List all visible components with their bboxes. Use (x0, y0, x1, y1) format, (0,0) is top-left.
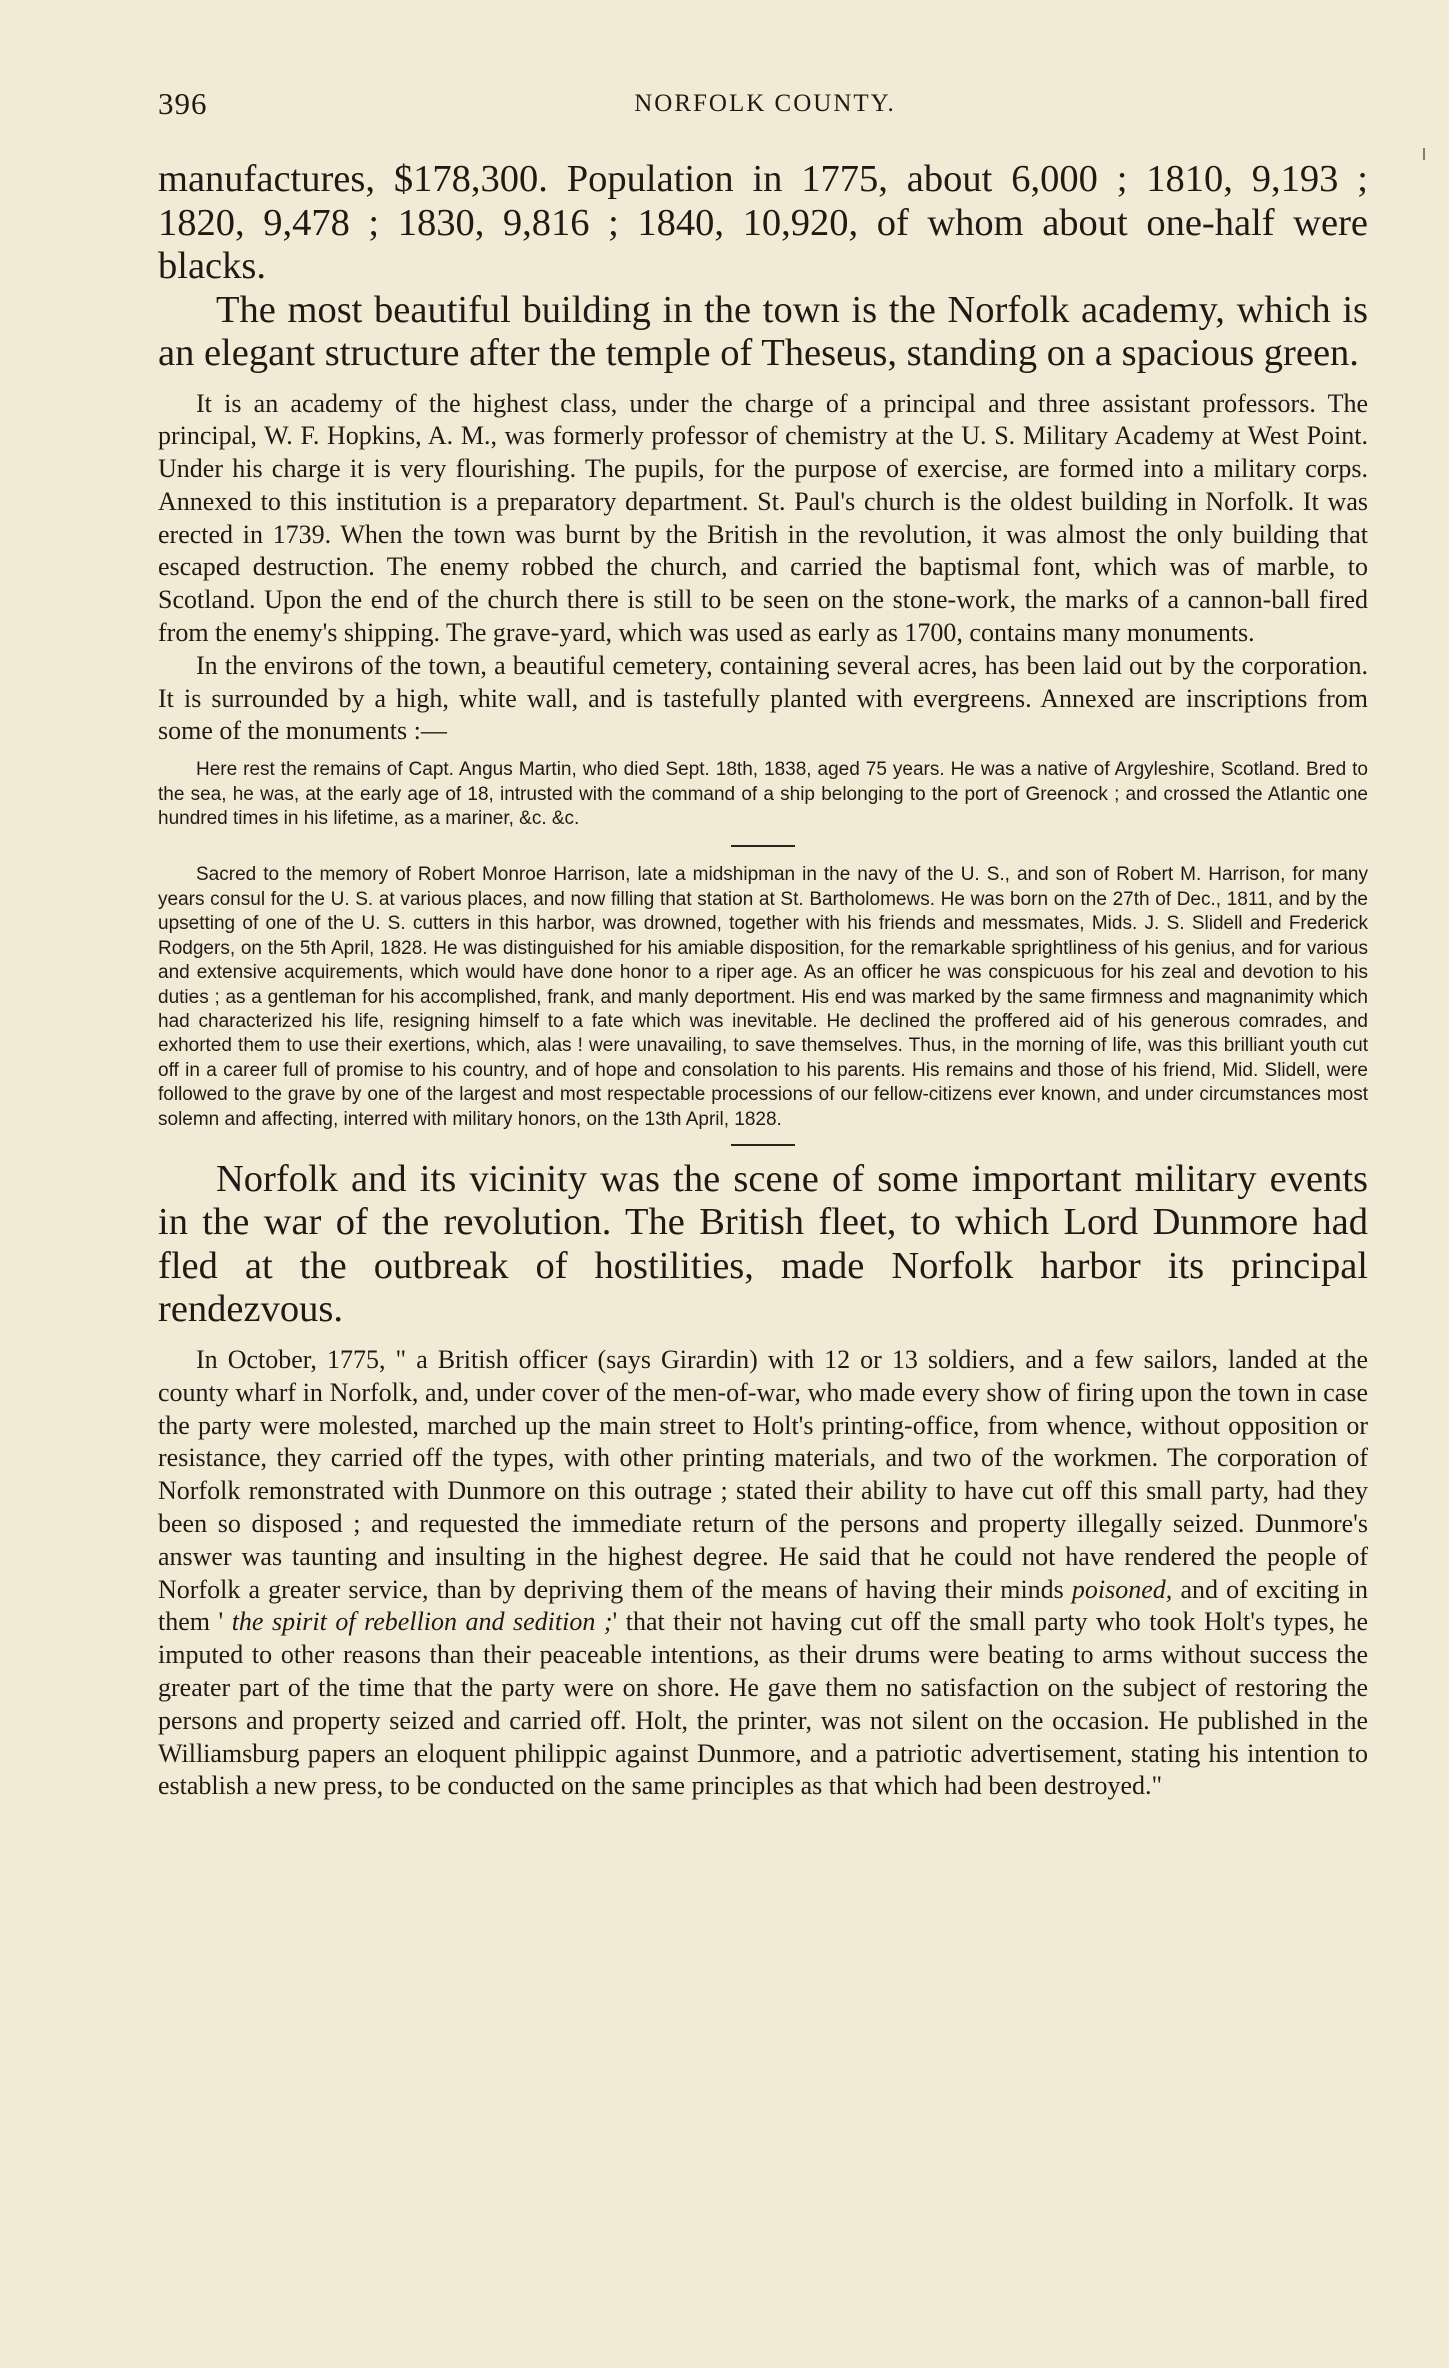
paragraph-academy-intro: The most beautiful building in the town is the Norfolk academy, which is an elegant structure after the temple of Theseus, standing on a spacious green. (158, 288, 1368, 374)
paragraph-population: manufactures, $178,300. Population in 1775, about 6,000 ; 1810, 9,193 ; 1820, 9,478 ; 1830, 9,816 ; 1840, 10,920, of whom about one-half were blacks. (158, 158, 1368, 287)
paragraph-revolution: Norfolk and its vicinity was the scene of some important military events in the war of the revolution. The British fleet, to which Lord Dunmore had fled at the outbreak of hostilities, made Norfolk harbor its principal rendezvous. (158, 1157, 1368, 1331)
spacer (158, 1332, 1368, 1344)
quote-text-b: and of exciting in them ' (158, 1574, 1368, 1637)
page-header (158, 86, 1372, 126)
running-head: NORFOLK COUNTY. (634, 90, 896, 117)
inscription-robert-harrison: Sacred to the memory of Robert Monroe Harrison, late a midshipman in the navy of the U. S., and son of Robert M. Harrison, for many years consul for the U. S. at various places, and now filling that station at St. Bartholomews. He was born on the 27th of Dec., 1811, and by the upsetting of one of the U. S. cutters in this harbor, was drowned, together with his friends and messmates, Mids. J. S. Slidell and Frederick Rodgers, on the 5th April, 1828. He was distinguished for his amiable disposition, for the remarkable sprightliness of his genius, and for various and extensive acquirements, which would have done honor to a riper age. As an officer he was conspicuous for his zeal and devotion to his duties ; as a gentleman for his accomplished, frank, and manly deportment. His end was marked by the same firmness and magnanimity which had characterized his life, resigning himself to a fate which was inevitable. He declined the proffered aid of his generous comrades, and exhorted them to use their exertions, which, alas ! were unavailing, to save themselves. Thus, in the morning of life, was this brilliant youth cut off in a career full of promise to his country, and of hope and consolation to his parents. His remains and those of his friend, Mid. Slidell, were followed to the grave by one of the largest and most respectable processions of our fellow-citizens ever known, and under circumstances most solemn and affecting, interred with military honors, on the 13th April, 1828. (158, 864, 1368, 1130)
page-number: 396 (158, 86, 208, 121)
spacer (158, 748, 1368, 758)
inscription-angus-martin: Here rest the remains of Capt. Angus Martin, who died Sept. 18th, 1838, aged 75 years. He was a native of Argyleshire, Scotland. Bred to the sea, he was, at the early age of 18, intrusted with the command of a ship belonging to the port of Greenock ; and crossed the Atlantic one hundred times in his lifetime, as a mariner, &c. &c. (158, 759, 1368, 830)
paragraph-girardin-quote (158, 1344, 1368, 1803)
margin-mark (1423, 148, 1425, 160)
page-body (158, 158, 1368, 1803)
quote-text-c: ' that their not having cut off the small party who took Holt's types, he imputed to other reasons than their peaceable intentions, as their drums were beating to arms without success the greater part of the time that the party were on shore. He gave them no satisfaction on the subject of restoring the persons and property seized and carried off. Holt, the printer, was not silent on the occasion. He published in the Williamsburg papers an eloquent philippic against Dunmore, and a patriotic advertisement, stating his intention to establish a new press, to be conducted on the same principles as that which had been destroyed." (158, 1607, 1368, 1801)
paragraph-cemetery: In the environs of the town, a beautiful cemetery, containing several acres, has been laid out by the corporation. It is surrounded by a high, white wall, and is tastefully planted with evergreens. Annexed are inscriptions from some of the monuments :— (158, 650, 1368, 746)
quote-text-a: In October, 1775, " a British officer (says Girardin) with 12 or 13 soldiers, and a few sailors, landed at the county wharf in Norfolk, and, under cover of the men-of-war, who made every show of firing upon the town in case the party were molested, marched up the main street to Holt's printing-office, from whence, without opposition or resistance, they carried off the types, with other printing materials, and two of the workmen. The corporation of Norfolk remonstrated with Dunmore on this outrage ; stated their ability to have cut off this small party, had they been so disposed ; and requested the immediate return of the persons and property illegally seized. Dunmore's answer was taunting and insulting in the highest degree. He said that he could not have rendered the people of Norfolk a greater service, than by depriving them of the means of having their minds (158, 1344, 1368, 1604)
section-divider (158, 831, 1368, 863)
section-divider (158, 1132, 1368, 1158)
quote-emphasis-poisoned: poisoned, (1071, 1574, 1173, 1604)
quote-emphasis-rebellion: the spirit of rebellion and sedition ; (223, 1607, 613, 1637)
spacer (158, 376, 1368, 388)
paragraph-academy-detail: It is an academy of the highest class, under the charge of a principal and three assistant professors. The principal, W. F. Hopkins, A. M., was formerly professor of chemistry at the U. S. Military Academy at West Point. Under his charge it is very flourishing. The pupils, for the purpose of exercise, are formed into a military corps. Annexed to this institution is a preparatory department. St. Paul's church is the oldest building in Norfolk. It was erected in 1739. When the town was burnt by the British in the revolution, it was almost the only building that escaped destruction. The enemy robbed the church, and carried the baptismal font, which was of marble, to Scotland. Upon the end of the church there is still to be seen on the stone-work, the marks of a cannon-ball fired from the enemy's shipping. The grave-yard, which was used as early as 1700, contains many monuments. (158, 388, 1368, 648)
